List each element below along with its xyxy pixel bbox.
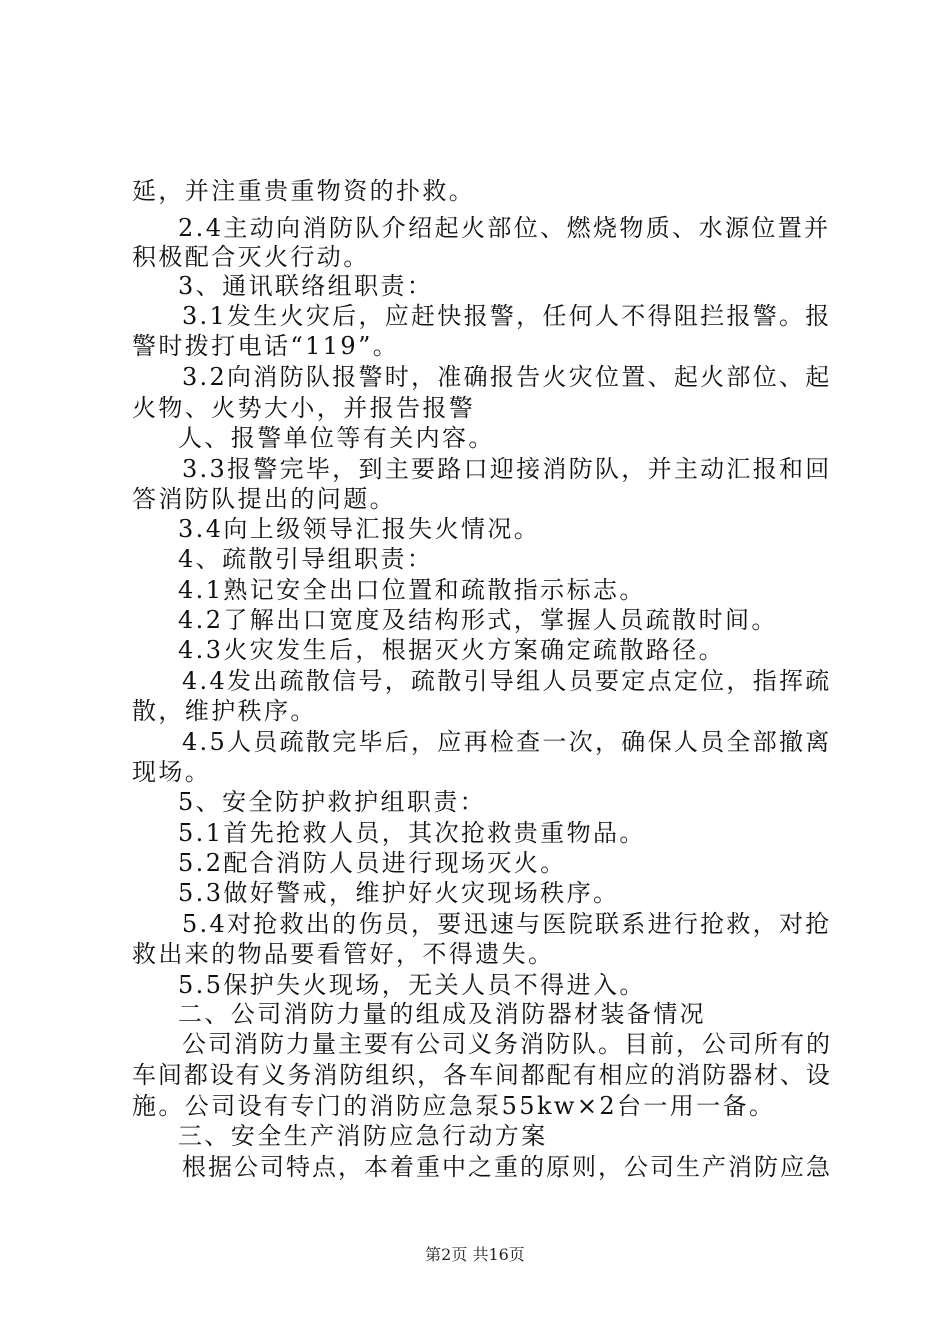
text-line: 3.4向上级领导汇报失火情况。 xyxy=(178,515,541,543)
text-line: 3.3报警完毕，到主要路口迎接消防队，并主动汇报和回 xyxy=(182,455,832,483)
text-line: 公司消防力量主要有公司义务消防队。目前，公司所有的 xyxy=(182,1030,832,1058)
text-line: 3.2向消防队报警时，准确报告火灾位置、起火部位、起 xyxy=(182,363,832,391)
page-number-footer: 第2页 共16页 xyxy=(425,1245,525,1264)
text-line: 4.3火灾发生后，根据灭火方案确定疏散路径。 xyxy=(178,636,725,664)
text-line: 延，并注重贵重物资的扑救。 xyxy=(132,177,476,205)
text-line: 积极配合灭火行动。 xyxy=(132,243,370,271)
text-line: 5.3做好警戒，维护好火灾现场秩序。 xyxy=(178,879,620,907)
section-heading: 二、公司消防力量的组成及消防器材装备情况 xyxy=(178,1000,706,1028)
section-heading: 5、安全防护救护组职责： xyxy=(178,788,487,816)
text-line: 散，维护秩序。 xyxy=(132,697,317,725)
text-line: 答消防队提出的问题。 xyxy=(132,485,396,513)
text-line: 根据公司特点，本着重中之重的原则，公司生产消防应急 xyxy=(182,1153,832,1181)
section-heading: 三、安全生产消防应急行动方案 xyxy=(178,1122,548,1150)
text-line: 警时拨打电话“119”。 xyxy=(132,332,400,360)
text-line: 车间都设有义务消防组织，各车间都配有相应的消防器材、设 xyxy=(132,1061,832,1089)
text-line: 4.1熟记安全出口位置和疏散指示标志。 xyxy=(178,576,646,604)
text-line: 5.2配合消防人员进行现场灭火。 xyxy=(178,849,567,877)
text-line: 施。公司设有专门的消防应急泵55kw×2台一用一备。 xyxy=(132,1092,776,1120)
text-line: 现场。 xyxy=(132,758,212,786)
text-line: 5.4对抢救出的伤员，要迅速与医院联系进行抢救，对抢 xyxy=(182,910,832,938)
text-line: 救出来的物品要看管好，不得遗失。 xyxy=(132,940,555,968)
text-line: 4.4发出疏散信号，疏散引导组人员要定点定位，指挥疏 xyxy=(182,667,832,695)
text-line: 人、报警单位等有关内容。 xyxy=(178,424,495,452)
text-line: 4.5人员疏散完毕后，应再检查一次，确保人员全部撤离 xyxy=(182,728,832,756)
text-line: 5.1首先抢救人员，其次抢救贵重物品。 xyxy=(178,819,646,847)
text-line: 4.2了解出口宽度及结构形式，掌握人员疏散时间。 xyxy=(178,606,778,634)
text-line: 5.5保护失火现场，无关人员不得进入。 xyxy=(178,971,646,999)
text-line: 2.4主动向消防队介绍起火部位、燃烧物质、水源位置并 xyxy=(178,214,831,242)
section-heading: 4、疏散引导组职责： xyxy=(178,545,434,573)
text-line: 火物、火势大小，并报告报警 xyxy=(132,394,476,422)
section-heading: 3、通讯联络组职责： xyxy=(178,272,434,300)
text-line: 3.1发生火灾后，应赶快报警，任何人不得阻拦报警。报 xyxy=(182,302,832,330)
